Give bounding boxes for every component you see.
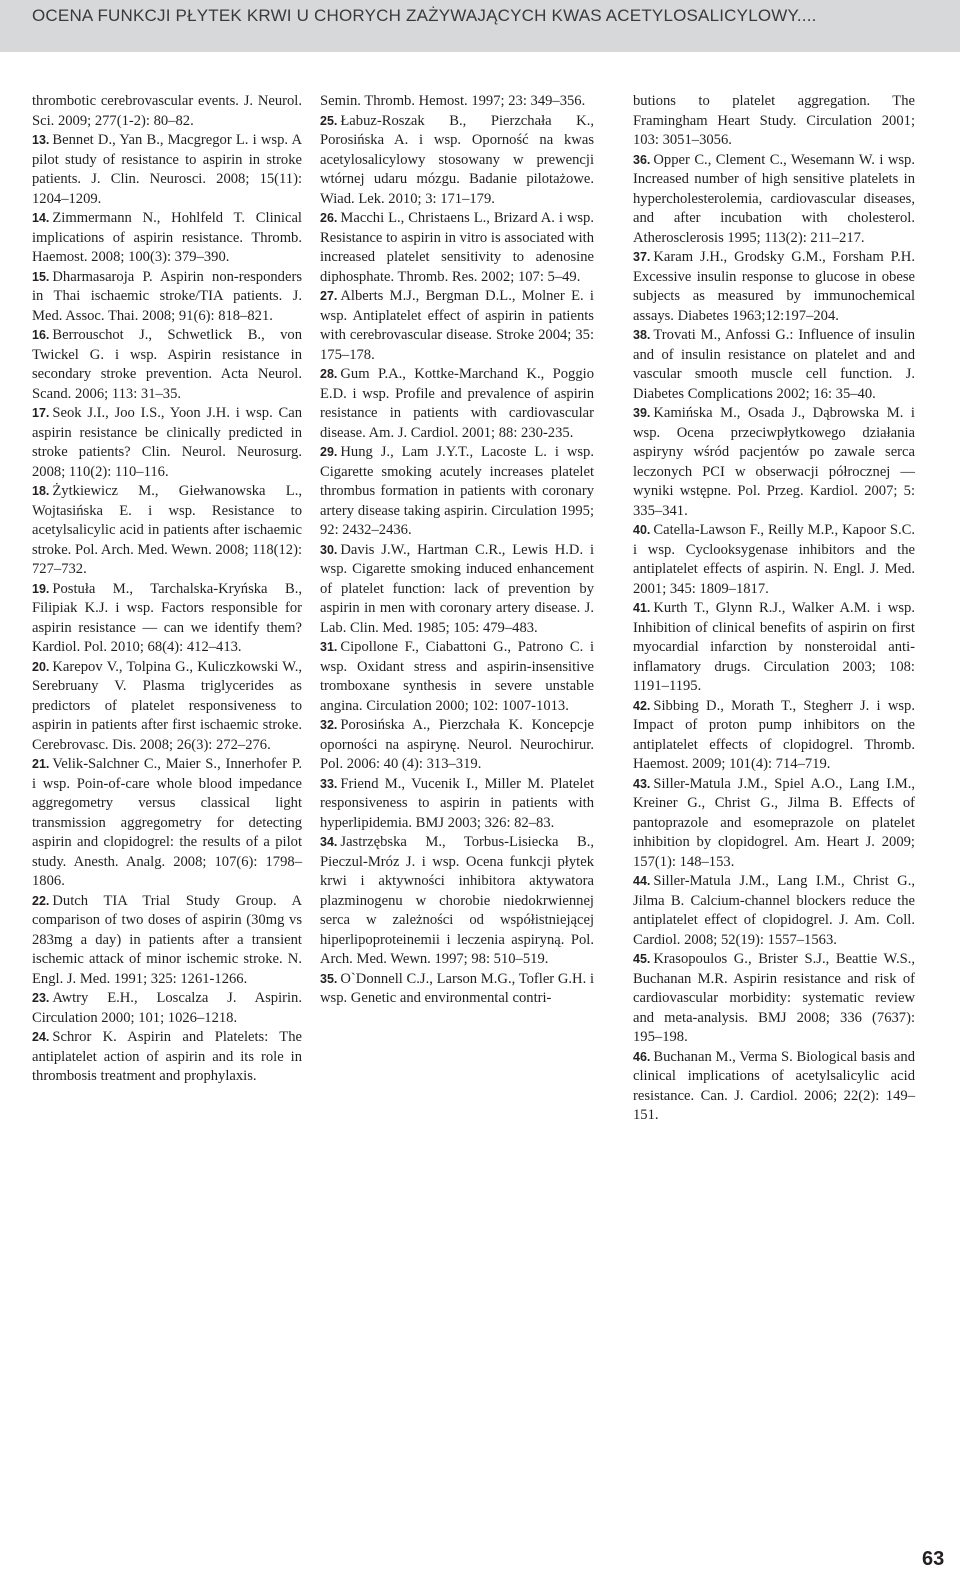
reference-entry [32,209,302,268]
reference-text: Łabuz-Roszak B., Pierzchała K., Porosińska A. i wsp. Oporność na kwas acetylosalicylowy stosowany w prewencji wtórnej udaru mózgu. Badanie pilotażowe. Wiad. Lek. 2010; 3: 171–179. [320,112,594,207]
reference-entry [32,1028,302,1087]
reference-text: Trovati M., Anfossi G.: Influence of insulin and of insulin resistance on platelet and and vascular smooth muscle cell function. J. Diabetes Complications 2002; 16: 35–40. [633,327,915,402]
reference-text: Kurth T., Glynn R.J., Walker A.M. i wsp. Inhibition of clinical benefits of aspirin on first myocardial infarction by nonsteroidal anti-inflamatory drugs. Circulation 2003; 108: 1191–1195. [633,600,915,694]
reference-number: 19. [32,581,50,596]
reference-number: 18. [32,484,50,498]
reference-entry [32,892,302,990]
reference-entry [32,989,302,1028]
reference-entry [320,287,594,365]
reference-text: Opper C., Clement C., Wesemann W. i wsp. Increased number of high sensitive platelets in hypercholesterolemia, cardiovascular diseases, and after incubation with cholesterol. Atherosclerosis 1995; 113(2): 211–217. [633,151,915,246]
reference-number: 20. [32,659,50,674]
reference-number: 32. [320,718,338,732]
reference-entry [320,112,594,210]
reference-entry [32,580,302,658]
reference-entry [32,658,302,756]
page-number: 63 [922,1548,945,1570]
reference-entry [32,268,302,327]
reference-text: Krasopoulos G., Brister S.J., Beattie W.S., Buchanan M.R. Aspirin resistance and risk of cardiovascular morbidity: systematic review and meta-analysis. BMJ 2008; 336 (7637): 195–198. [633,951,915,1045]
reference-entry [633,1048,915,1126]
reference-number: 29. [320,445,338,459]
reference-text: Hung J., Lam J.Y.T., Lacoste L. i wsp. Cigarette smoking acutely increases platelet thrombus formation in patients with coronary artery disease taking aspirin. Circulation 1995; 92: 2432–2436. [320,444,594,538]
reference-text: Awtry E.H., Loscalza J. Aspirin. Circulation 2000; 101; 1026–1218. [32,990,302,1026]
reference-text: Semin. Thromb. Hemost. 1997; 23: 349–356. [320,93,586,109]
reference-text: thrombotic cerebrovascular events. J. Neurol. Sci. 2009; 277(1-2): 80–82. [32,93,302,129]
reference-entry [32,755,302,892]
reference-text: Alberts M.J., Bergman D.L., Molner E. i wsp. Antiplatelet effect of aspirin in patients with cerebrovascular disease. Stroke 2004; 35: 175–178. [320,288,594,363]
reference-entry [320,365,594,443]
reference-entry [633,404,915,521]
reference-entry [320,716,594,775]
reference-entry [32,131,302,209]
reference-continuation [32,92,302,131]
references-column-1 [32,92,302,1087]
reference-entry [633,872,915,950]
reference-text: Macchi L., Christaens L., Brizard A. i wsp. Resistance to aspirin in vitro is associated with increased platelet sensitivity to adenosine diphosphate. Thromb. Res. 2002; 107: 5–49. [320,210,594,285]
reference-entry [320,970,594,1009]
header-title: OCENA FUNKCJI PŁYTEK KRWI U CHORYCH ZAŻYWAJĄCYCH KWAS ACETYLOSALICYLOWY.... [32,6,817,25]
reference-number: 27. [320,289,338,303]
reference-entry [32,326,302,404]
reference-number: 37. [633,250,651,264]
reference-text: Friend M., Vucenik I., Miller M. Platelet responsiveness to aspirin in patients with hyperlipidemia. BMJ 2003; 326: 82–83. [320,775,594,831]
reference-text: Bennet D., Yan B., Macgregor L. i wsp. A pilot study of resistance to aspirin in stroke patients. J. Clin. Neurosci. 2008; 15(11): 1204–1209. [32,132,302,207]
reference-text: butions to platelet aggregation. The Framingham Heart Study. Circulation 2001; 103: 3051–3056. [633,93,915,148]
reference-number: 28. [320,367,338,381]
reference-entry [633,950,915,1048]
reference-number: 23. [32,991,50,1005]
reference-number: 43. [633,776,651,791]
reference-number: 16. [32,328,50,342]
reference-entry [633,326,915,404]
reference-text: Schror K. Aspirin and Platelets: The antiplatelet action of aspirin and its role in thrombosis treatment and prophylaxis. [32,1029,302,1084]
reference-text: Sibbing D., Morath T., Stegherr J. i wsp. Impact of proton pump inhibitors on the antiplatelet effects of clopidogrel. Thromb. Haemost. 2009; 101(4): 714–719. [633,697,915,772]
reference-entry [320,209,594,287]
reference-text: Cipollone F., Ciabattoni G., Patrono C. i wsp. Oxidant stress and aspirin-insensitive tromboxane synthesis in severe unstable angina. Circulation 2000; 102: 1007-1013. [320,639,594,714]
reference-number: 46. [633,1049,651,1064]
reference-entry [320,775,594,834]
reference-text: Kamińska M., Osada J., Dąbrowska M. i wsp. Ocena przeciwpłytkowego działania aspiryny wśród pacjentów po zawale serca leczonych PCI w obserwacji półrocznej — wyniki wstępne. Pol. Przeg. Kardiol. 2007; 5: 335–341. [633,405,915,519]
reference-entry [32,404,302,482]
reference-number: 26. [320,211,338,225]
reference-text: Davis J.W., Hartman C.R., Lewis H.D. i wsp. Cigarette smoking induced enhancement of platelet function: lack of prevention by aspirin in men with coronary artery disease. J. Lab. Clin. Med. 1985; 105: 479–483. [320,541,594,636]
reference-text: Postuła M., Tarchalska-Kryńska B., Filipiak K.J. i wsp. Factors responsible for aspirin resistance — can we identify them? Kardiol. Pol. 2010; 68(4): 412–413. [32,580,302,655]
reference-entry [633,599,915,697]
reference-text: Gum P.A., Kottke-Marchand K., Poggio E.D. i wsp. Profile and prevalence of aspirin resistance in patients with cardiovascular disease. Am. J. Cardiol. 2001; 88: 230-235. [320,366,594,441]
reference-text: Velik-Salchner C., Maier S., Innerhofer P. i wsp. Poin-of-care whole blood impedance aggregometry versus classical light transmission aggregometry for detecting aspirin and clopidogrel: the results of a pilot study. Anesth. Analg. 2008; 107(6): 1798–1806. [32,756,302,889]
reference-number: 21. [32,757,50,771]
reference-text: Porosińska A., Pierzchała K. Koncepcje oporności na aspirynę. Neurol. Neurochirur. Pol. 2006: 40 (4): 313–319. [320,717,594,772]
reference-entry [320,833,594,970]
reference-number: 14. [32,211,50,225]
reference-number: 44. [633,874,651,888]
reference-entry [633,248,915,326]
reference-number: 39. [633,406,651,420]
reference-text: Dutch TIA Trial Study Group. A comparison of two doses of aspirin (30mg vs 283mg a day) in patients after a transient ischemic attack of minor ischemic stroke. N. Engl. J. Med. 1991; 325: 1261-1266. [32,892,302,987]
reference-number: 40. [633,523,651,537]
reference-text: Siller-Matula J.M., Lang I.M., Christ G., Jilma B. Calcium-channel blockers reduce the antiplatelet effect of clopidogrel. J. Am. Coll. Cardiol. 2008; 52(19): 1557–1563. [633,873,915,948]
reference-entry [32,482,302,580]
reference-number: 38. [633,328,651,342]
reference-text: Zimmermann N., Hohlfeld T. Clinical implications of aspirin resistance. Thromb. Haemost. 2008; 100(3): 379–390. [32,210,302,265]
reference-text: O`Donnell C.J., Larson M.G., Tofler G.H. i wsp. Genetic and environmental contri- [320,970,594,1006]
reference-number: 25. [320,113,338,128]
reference-entry [633,697,915,775]
reference-text: Karepov V., Tolpina G., Kuliczkowski W., Serebruany V. Plasma triglycerides as predictors of platelet responsiveness to aspirin in patients after first ischaemic stroke. Cerebrovasc. Dis. 2008; 26(3): 272–276. [32,658,302,753]
reference-number: 31. [320,640,338,654]
reference-number: 45. [633,952,651,966]
reference-text: Żytkiewicz M., Giełwanowska L., Wojtasińska E. i wsp. Resistance to acetylsalicylic acid in patients after ischaemic stroke. Pol. Arch. Med. Wewn. 2008; 118(12): 727–732. [32,483,302,577]
reference-text: Seok J.I., Joo I.S., Yoon J.H. i wsp. Can aspirin resistance be clinically predicted in stroke patients? Clin. Neurol. Neurosurg. 2008; 110(2): 110–116. [32,405,302,480]
reference-number: 36. [633,152,651,167]
reference-number: 42. [633,698,651,713]
references-column-2 [320,92,594,1009]
reference-entry [633,521,915,599]
reference-number: 33. [320,776,338,791]
reference-continuation [633,92,915,151]
reference-continuation [320,92,594,112]
reference-number: 41. [633,601,651,615]
reference-number: 13. [32,133,50,147]
reference-entry [633,151,915,249]
reference-entry [320,638,594,716]
reference-text: Dharmasaroja P. Aspirin non-responders in Thai ischaemic stroke/TIA patients. J. Med. Assoc. Thai. 2008; 91(6): 818–821. [32,268,302,324]
reference-text: Karam J.H., Grodsky G.M., Forsham P.H. Excessive insulin response to glucose in obese subjects as measured by immunochemical assays. Diabetes 1963;12:197–204. [633,249,915,324]
reference-text: Jastrzębska M., Torbus-Lisiecka B., Pieczul-Mróz J. i wsp. Ocena funkcji płytek krwi i aktywności inhibitora aktywatora plazminogenu w chorobie niedokrwiennej serca w zależności od współistniejącej hiperlipoproteinemii i leczenia aspiryną. Pol. Arch. Med. Wewn. 1997; 98: 510–519. [320,834,594,967]
reference-number: 30. [320,542,338,557]
reference-number: 35. [320,971,338,986]
reference-entry [320,541,594,639]
reference-number: 34. [320,835,338,849]
reference-number: 24. [32,1030,50,1044]
reference-text: Catella-Lawson F., Reilly M.P., Kapoor S.C. i wsp. Cyclooksygenase inhibitors and the antiplatelet effects of aspirin. N. Engl. J. Med. 2001; 345: 1809–1817. [633,522,915,597]
reference-text: Berrouschot J., Schwetlick B., von Twickel G. i wsp. Aspirin resistance in secondary stroke prevention. Acta Neurol. Scand. 2006; 113: 31–35. [32,327,302,402]
references-column-3 [633,92,915,1126]
reference-text: Buchanan M., Verma S. Biological basis and clinical implications of acetylsalicylic acid resistance. Can. J. Cardiol. 2006; 22(2): 149–151. [633,1048,915,1123]
reference-entry [320,443,594,541]
reference-text: Siller-Matula J.M., Spiel A.O., Lang I.M., Kreiner G., Christ G., Jilma B. Effects of pantoprazole and esomeprazole on platelet inhibition by clopidogrel. Am. Heart J. 2009; 157(1): 148–153. [633,775,915,870]
running-header [0,0,960,52]
reference-number: 22. [32,893,50,908]
reference-number: 15. [32,269,50,284]
reference-number: 17. [32,406,50,420]
reference-entry [633,775,915,873]
